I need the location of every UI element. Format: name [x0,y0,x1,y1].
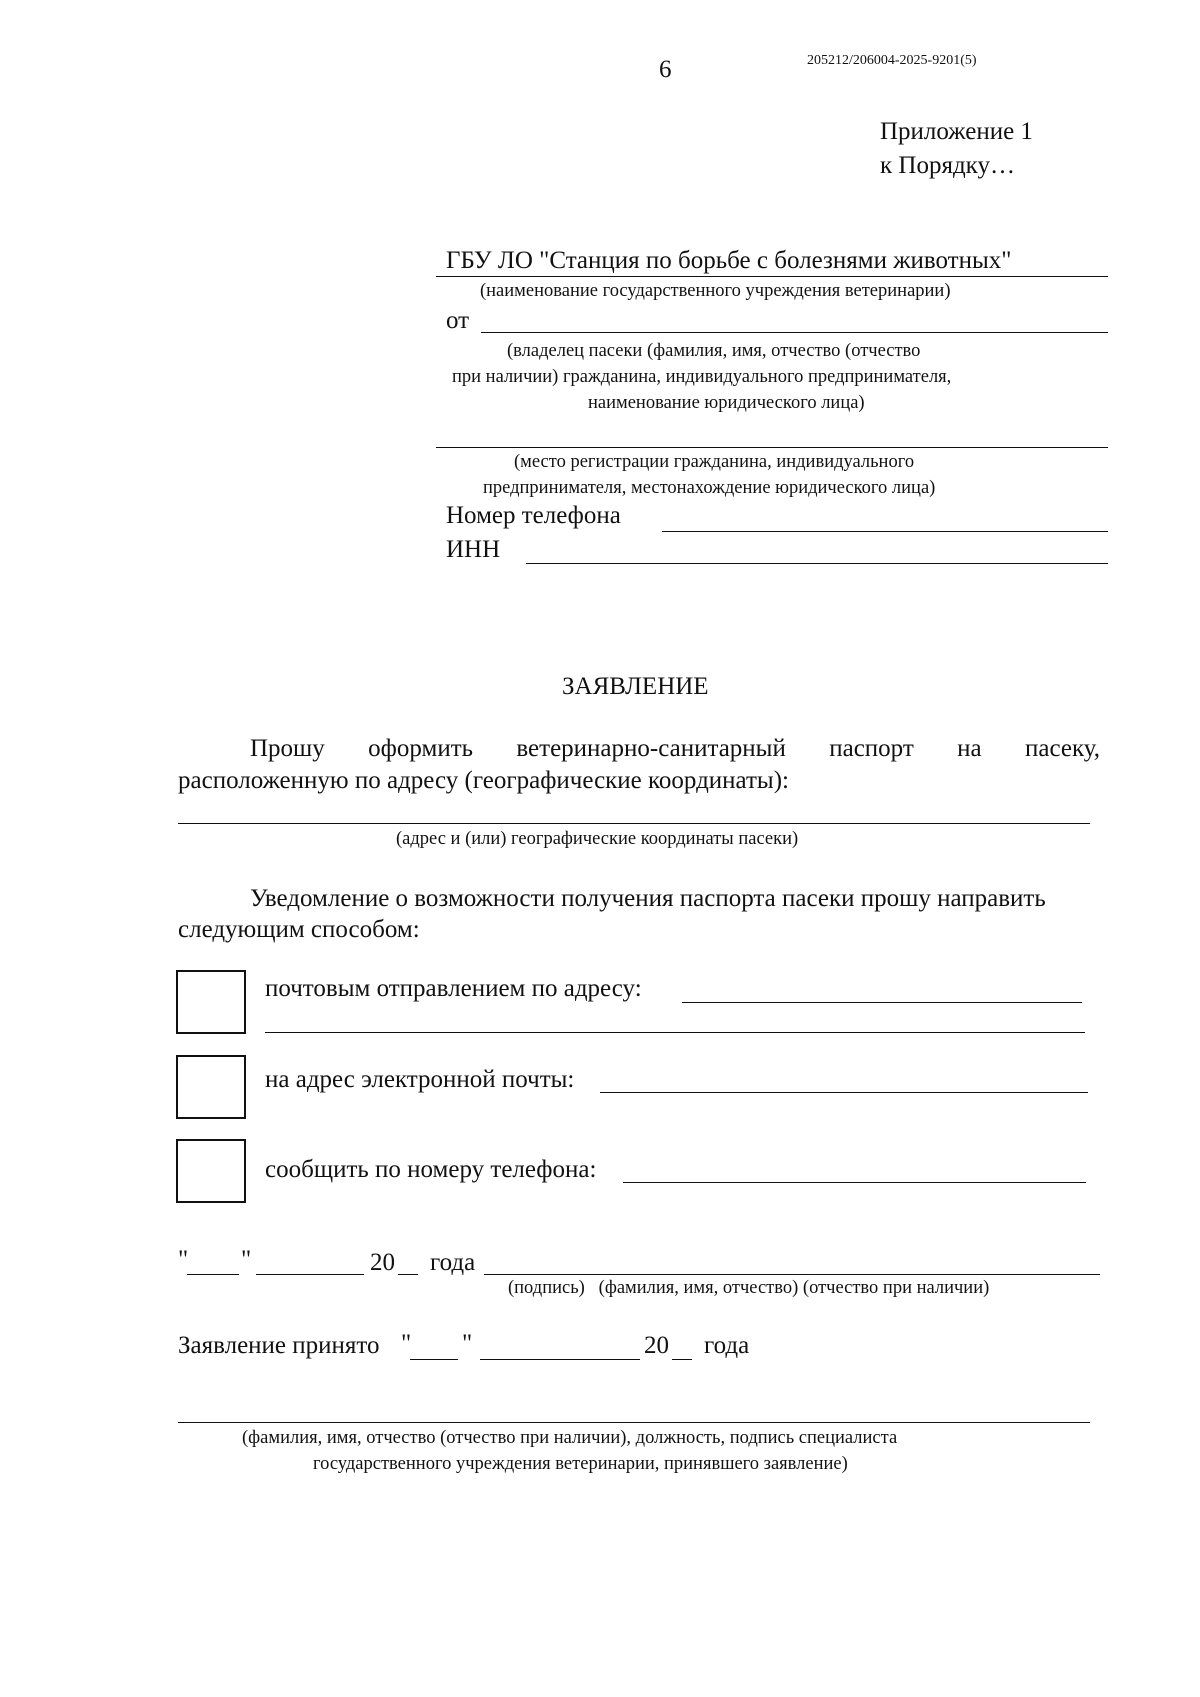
postal-address-field-1[interactable] [682,1002,1082,1003]
owner-field[interactable] [481,332,1108,333]
owner-caption-1: (владелец пасеки (фамилия, имя, отчество (отчество [507,341,921,361]
acceptance-month-field[interactable] [480,1359,640,1360]
acceptance-caption-2: государственного учреждения ветеринарии, принявшего заявление) [313,1454,848,1474]
signature-quote-close: " [241,1246,252,1273]
signature-year-suffix: года [430,1249,476,1276]
page-number: 6 [659,56,672,83]
acceptance-quote-close: " [462,1330,473,1357]
signature-day-field[interactable] [187,1274,239,1275]
acceptance-specialist-field[interactable] [178,1422,1090,1423]
statement-title: ЗАЯВЛЕНИЕ [562,673,709,700]
notice-line-1: Уведомление о возможности получения паспорта пасеки прошу направить [250,885,1046,912]
signature-year-prefix: 20 [370,1249,395,1276]
request-word: Прошу [250,735,325,762]
institution-caption: (наименование государственного учреждения ветеринарии) [480,281,951,301]
email-checkbox[interactable] [176,1055,246,1119]
phone-notify-field[interactable] [623,1182,1086,1183]
request-word: на [957,735,982,762]
owner-caption-2: при наличии) гражданина, индивидуального предпринимателя, [452,367,952,387]
request-word: пасеку, [1024,735,1100,762]
inn-label: ИНН [446,536,501,563]
address-field[interactable] [178,823,1090,824]
request-word: паспорт [829,735,914,762]
inn-field[interactable] [526,563,1108,564]
request-line-1 [250,735,1100,763]
address-caption: (адрес и (или) географические координаты пасеки) [396,829,799,849]
phone-label: Номер телефона [446,502,621,529]
appendix-line-1: Приложение 1 [880,118,1033,145]
acceptance-year-field[interactable] [672,1359,692,1360]
acceptance-year-suffix: года [704,1332,750,1359]
email-label: на адрес электронной почты: [265,1066,575,1093]
signature-year-field[interactable] [398,1274,418,1275]
acceptance-year-prefix: 20 [644,1332,669,1359]
request-line-2: расположенную по адресу (географические координаты): [178,767,789,794]
registration-field[interactable] [436,447,1108,448]
signature-quote-open: " [178,1246,189,1273]
phone-option-label: сообщить по номеру телефона: [265,1156,597,1183]
postal-label: почтовым отправлением по адресу: [265,975,642,1002]
signature-month-field[interactable] [256,1274,364,1275]
postal-address-field-2[interactable] [265,1032,1085,1033]
signature-field[interactable] [484,1274,1100,1275]
request-word: ветеринарно-санитарный [516,735,786,762]
acceptance-caption-1: (фамилия, имя, отчество (отчество при наличии), должность, подпись специалиста [242,1428,898,1448]
request-word: оформить [368,735,474,762]
registration-caption-1: (место регистрации гражданина, индивидуального [514,452,915,472]
acceptance-quote-open: " [401,1330,412,1357]
from-label: от [446,307,470,334]
registration-caption-2: предпринимателя, местонахождение юридического лица) [483,478,936,498]
phone-checkbox[interactable] [176,1139,246,1203]
phone-field[interactable] [662,531,1108,532]
notice-line-2: следующим способом: [178,916,420,943]
postal-checkbox[interactable] [176,970,246,1034]
acceptance-label: Заявление принято [178,1332,380,1359]
email-field[interactable] [600,1092,1088,1093]
acceptance-day-field[interactable] [410,1359,458,1360]
document-code: 205212/206004-2025-9201(5) [807,53,977,68]
appendix-line-2: к Порядку… [880,152,1015,179]
owner-caption-3: наименование юридического лица) [588,393,865,413]
institution-field-line [436,276,1108,277]
institution-value: ГБУ ЛО "Станция по борьбе с болезнями животных" [446,247,1012,274]
signature-caption: (подпись) (фамилия, имя, отчество) (отчество при наличии) [508,1278,990,1298]
